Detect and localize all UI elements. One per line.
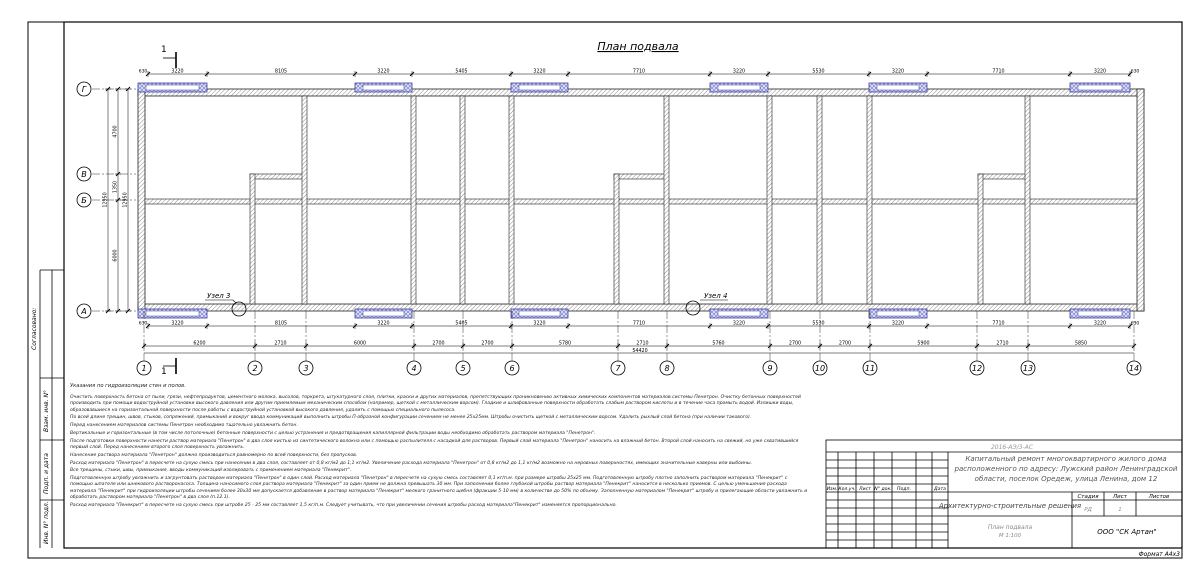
vent-frame-bottom-4 [718,311,760,316]
dim-top-label-8: 5530 [812,69,825,75]
svg-text:1: 1 [161,45,167,55]
axis-number-5: 6 [509,364,515,373]
vent-frame-top-3 [519,85,560,90]
cross-wall-2 [411,96,416,304]
svg-text:1: 1 [161,367,167,377]
vent-frame-bottom-1 [146,311,199,316]
dim-top-end-right: 630 [1130,69,1140,75]
dim-top-label-6: 7710 [632,69,646,75]
vent-frame-bottom-5 [877,311,919,316]
stamp-podp-data: Подп. и дата [43,453,50,494]
tb-h-data: Дата [934,487,946,492]
dim-bottom-end-left: 630 [138,321,148,327]
dim-overall-label: 54420 [632,349,648,354]
vent-frame-bottom-2 [363,311,404,316]
dim-left-seg-label-1: 4700 [113,125,119,138]
note-paragraph-2: По всей длине трещин, швов, стыков, сопряжений, примыканий и вокруг ввода коммуникаций выполнить штробы П-образной конфигурации сечением не менее 25x25мм. Штробы очистить щеткой с металлическим ворсом. Удалить рыхлый слой бетона (при наличии такового). [70,415,752,421]
dim-top-label-9: 3220 [891,69,905,75]
dim-axes-label-2: 2710 [274,341,287,347]
dim-axes-label-7: 2710 [636,341,649,347]
axis-number-0: 1 [141,364,147,373]
axis-number-11: 12 [971,364,983,373]
dim-top-label-3: 3220 [377,69,390,75]
tb-sheet-name-1: План подвала [987,524,1033,531]
section-mark-top [161,45,176,68]
note-paragraph-3: Перед нанесением материалов системы Пенетрон необходимо тщательно увлажнить бетон. [70,423,298,429]
interior-wall-axis-b [145,199,1137,204]
dim-left-seg-label-2: 1350 [113,180,119,194]
dim-left-overall-label-1: 12950 [103,192,109,208]
dim-axes-label-6: 5780 [558,341,572,347]
axis-letter-0: Г [81,85,87,94]
tb-h-podp: Подп. [897,487,911,492]
dim-bottom-label-6: 7710 [632,321,646,327]
dim-top-label-5: 3220 [533,69,546,75]
stair-wall-2 [614,174,668,179]
stair-side-wall-2 [614,174,619,304]
tb-object-3: области, поселок Оредеж, улица Ленина, дом 12 [974,475,1158,483]
note-paragraph-10: Расход материала "Пенекрит" в пересчете на сухую смесь при штробе 25 - 25 мм составляет 1,5 кг/п.м. Следует учитывать, что при увеличении сечения штробы расход материала"Пенекрит" изменяется пропорционально. [70,502,617,508]
note-paragraph-6: Нанесение раствора материала "Пенетрон" должно производиться равномерно по всей поверхности, без пропусков. [70,452,358,458]
vent-frame-bottom-3 [519,311,560,316]
vent-frame-top-6 [1078,85,1122,90]
axis-letter-3: А [81,307,87,316]
dim-axes-label-5: 2700 [481,341,494,347]
tb-list-v: 1 [1118,507,1122,513]
axis-number-6: 7 [615,364,621,373]
tb-sheet-name-2: М 1:100 [998,533,1022,539]
vent-frame-top-2 [363,85,404,90]
note-paragraph-4: Вертикальные и горизонтальные (в том числе потолочные) бетонные поверхности с целью устранения и предотвращения капиллярной фильтрации воды необходимо обработать раствором материала "Пенетрон". [70,431,596,436]
dim-bottom-label-7: 3220 [732,321,746,327]
dim-axes-label-12: 2710 [996,341,1009,347]
axis-number-7: 8 [664,364,670,373]
dim-top-label-7: 3220 [732,69,746,75]
outer-wall-left [138,89,145,311]
dim-top-label-11: 3220 [1093,69,1107,75]
tb-list-h: Лист [1113,494,1127,500]
vent-frame-top-4 [718,85,760,90]
axis-number-13: 14 [1128,364,1140,373]
dim-top-label-2: 8105 [274,69,288,75]
vent-frame-top-5 [877,85,919,90]
stair-side-wall-3 [978,174,983,304]
dim-bottom-label-2: 8105 [274,321,288,327]
notes-lead: Указания по гидроизоляции стен и полов. [70,383,186,389]
axis-number-10: 11 [864,364,876,373]
tb-h-list: Лист [859,487,871,492]
tb-h-izm: Изм. [826,487,838,492]
stair-wall-3 [978,174,1027,179]
dim-axes-label-8: 5760 [712,341,725,347]
dim-bottom-label-5: 3220 [533,321,546,327]
dim-left-inner-label-1: 12950 [123,192,129,208]
outer-wall-top [138,89,1144,96]
cross-wall-5 [664,96,669,304]
dim-axes-label-3: 6000 [353,341,367,347]
cross-wall-8 [867,96,872,304]
tb-format: Формат А4х3 [1138,551,1180,558]
dim-bottom-label-11: 3220 [1093,321,1107,327]
node-label-3: Узел 3 [207,292,231,300]
note-paragraph-5: После подготовки поверхности нанести раствор материала "Пенетрон" в два слоя кистью из синтетического волокна или с помощью распылителя с насадкой для растворов. Первый слой материала "Пенетрон" наносить на влажный бетон. Второй слой наносить на свежий, но уже схватившийся первый слой. Перед нанесением второго слоя поверхность увлажнить. [70,438,799,450]
node-label-4: Узел 4 [704,292,728,300]
note-paragraph-7: Расход материала "Пенетрон" в пересчете на сухую смесь при нанесении в два слоя, составляет от 0,8 кг/м2 до 1,1 кг/м2. Увеличение расхода материала "Пенетрон" от 0,8 кг/м2 до 1,1 кг/м2 возможно на неровных поверхностях, имеющих значительные каверны или выбоины. [70,460,753,466]
dim-top-end-left: 630 [138,69,148,75]
axis-number-1: 2 [252,364,258,373]
axis-number-12: 13 [1022,364,1034,373]
tb-section: Архитектурно-строительные решения [938,502,1082,510]
cross-wall-1 [302,96,307,304]
stamp-soglasovano: Согласовано: [31,307,38,350]
waterproofing-notes [70,383,810,510]
plan-title: План подвала [597,40,679,53]
axis-letter-1: В [81,170,87,179]
dim-top-label-4: 5405 [455,69,468,75]
dim-bottom-label-9: 3220 [891,321,905,327]
tb-stage-h: Стадия [1077,494,1099,500]
axis-number-2: 3 [303,364,309,373]
basement-plan [138,83,1144,318]
dim-top-label-1: 3220 [171,69,184,75]
dim-left-seg-label-3: 6000 [113,249,119,262]
tb-object-1: Капитальный ремонт многоквартирного жилого дома [965,455,1167,463]
vent-frame-bottom-6 [1078,311,1122,316]
tb-h-doc: N° док. [874,487,892,492]
outer-wall-right [1137,89,1144,311]
tb-stage-v: РД [1084,507,1092,513]
axis-number-9: 10 [814,364,826,373]
dim-bottom-label-4: 5405 [455,321,468,327]
section-mark-bottom [161,358,176,377]
axis-number-3: 4 [411,364,417,373]
dim-axes-label-11: 5900 [917,341,930,347]
dim-bottom-label-8: 5530 [812,321,825,327]
stair-wall-1 [250,174,305,179]
stamp-vzam-inv: Взам. инв. N° [43,390,50,432]
tb-h-kol: Кол.уч. [838,487,856,492]
dim-top-label-10: 7710 [992,69,1005,75]
stamp-inv-podl: Инв. N° подл. [43,501,50,544]
tb-object-2: расположенного по адресу: Лужский район Ленинградской [954,465,1178,473]
dim-bottom-end-right: 630 [1130,321,1140,327]
cross-wall-6 [767,96,772,304]
axis-number-4: 5 [460,364,466,373]
dim-bottom-label-3: 3220 [377,321,390,327]
cross-wall-7 [817,96,822,304]
note-paragraph-8: Все трещины, стыки, швы, примыкания, вводы коммуникаций изолировать с применением материала "Пенекрит". [70,468,352,474]
axis-number-8: 9 [767,364,773,373]
tb-listov-h: Листов [1148,494,1170,500]
cross-wall-4 [509,96,514,304]
dim-axes-label-13: 5850 [1074,341,1088,347]
dim-axes-label-9: 2700 [788,341,802,347]
dim-axes-label-1: 6200 [193,341,206,347]
tb-company: ООО "СК Артан" [1097,528,1157,536]
note-paragraph-9: Подготовленную штробу увлажнить и загрунтовать раствором материала "Пенетрон" в один слой. Расход материала "Пенетрон" в пересчете на сухую смесь составляет 0,1 кг/п.м. при размере штробы 25x25 мм. Подготовленную штробу плотно заполнить раствором материала "Пенекрит" с помощью шпателя или шнекового растворонасоса. Толщина наносимого слоя раствора материала "Пенекрит" за один прием не должна превышать 30 мм. При заполнении более глубокой штробы раствор материала "Пенекрит" наносится в несколько приемов. С целью уменьшения расхода материала "Пенекрит" при гидроизоляции штробы сечением более 30x30 мм допускается добавление в раствор материала "Пенекрит" мелкого гранитного щебня (фракции 5-10 мм) в количестве до 50% по объему. Заполненную материалом "Пенекрит" штробу и прилегающие области увлажнить и обработать раствором материала "Пенетрон" в два слоя (п.12.1). [70,476,808,500]
stair-side-wall-1 [250,174,255,304]
vent-frame-top-1 [146,85,199,90]
cross-wall-9 [1025,96,1030,304]
dim-bottom-label-10: 7710 [992,321,1005,327]
dim-bottom-label-1: 3220 [171,321,184,327]
dim-axes-label-4: 2700 [432,341,445,347]
cross-wall-3 [460,96,465,304]
axis-letter-2: Б [81,196,87,205]
dim-axes-label-10: 2700 [838,341,852,347]
tb-code: 2016-АЭ/3-АС [990,444,1034,451]
note-paragraph-1: Очистить поверхность бетона от пыли, грязи, нефтепродуктов, цементного молока, высолов, торкрета, штукатурного слоя, плитки, краски и других материалов, препятствующих проникновению активных химических компонентов материалов системы Пенетрон. Очистку бетонных поверхностей производить при помощи водоструйной установки высокого давления или другим приемлемым механическим способом (например, щеткой с металлическим ворсом). Гладкие и шлифованные поверхности обработать слабым раствором кислоты и в течение часа промыть водой. Излишки воды, образовавшиеся на горизонтальной поверхности после работы с водоструйной установкой высокого давления, удалить с помощью специального пылесоса. [70,395,801,413]
outer-wall-bottom [138,304,1144,311]
